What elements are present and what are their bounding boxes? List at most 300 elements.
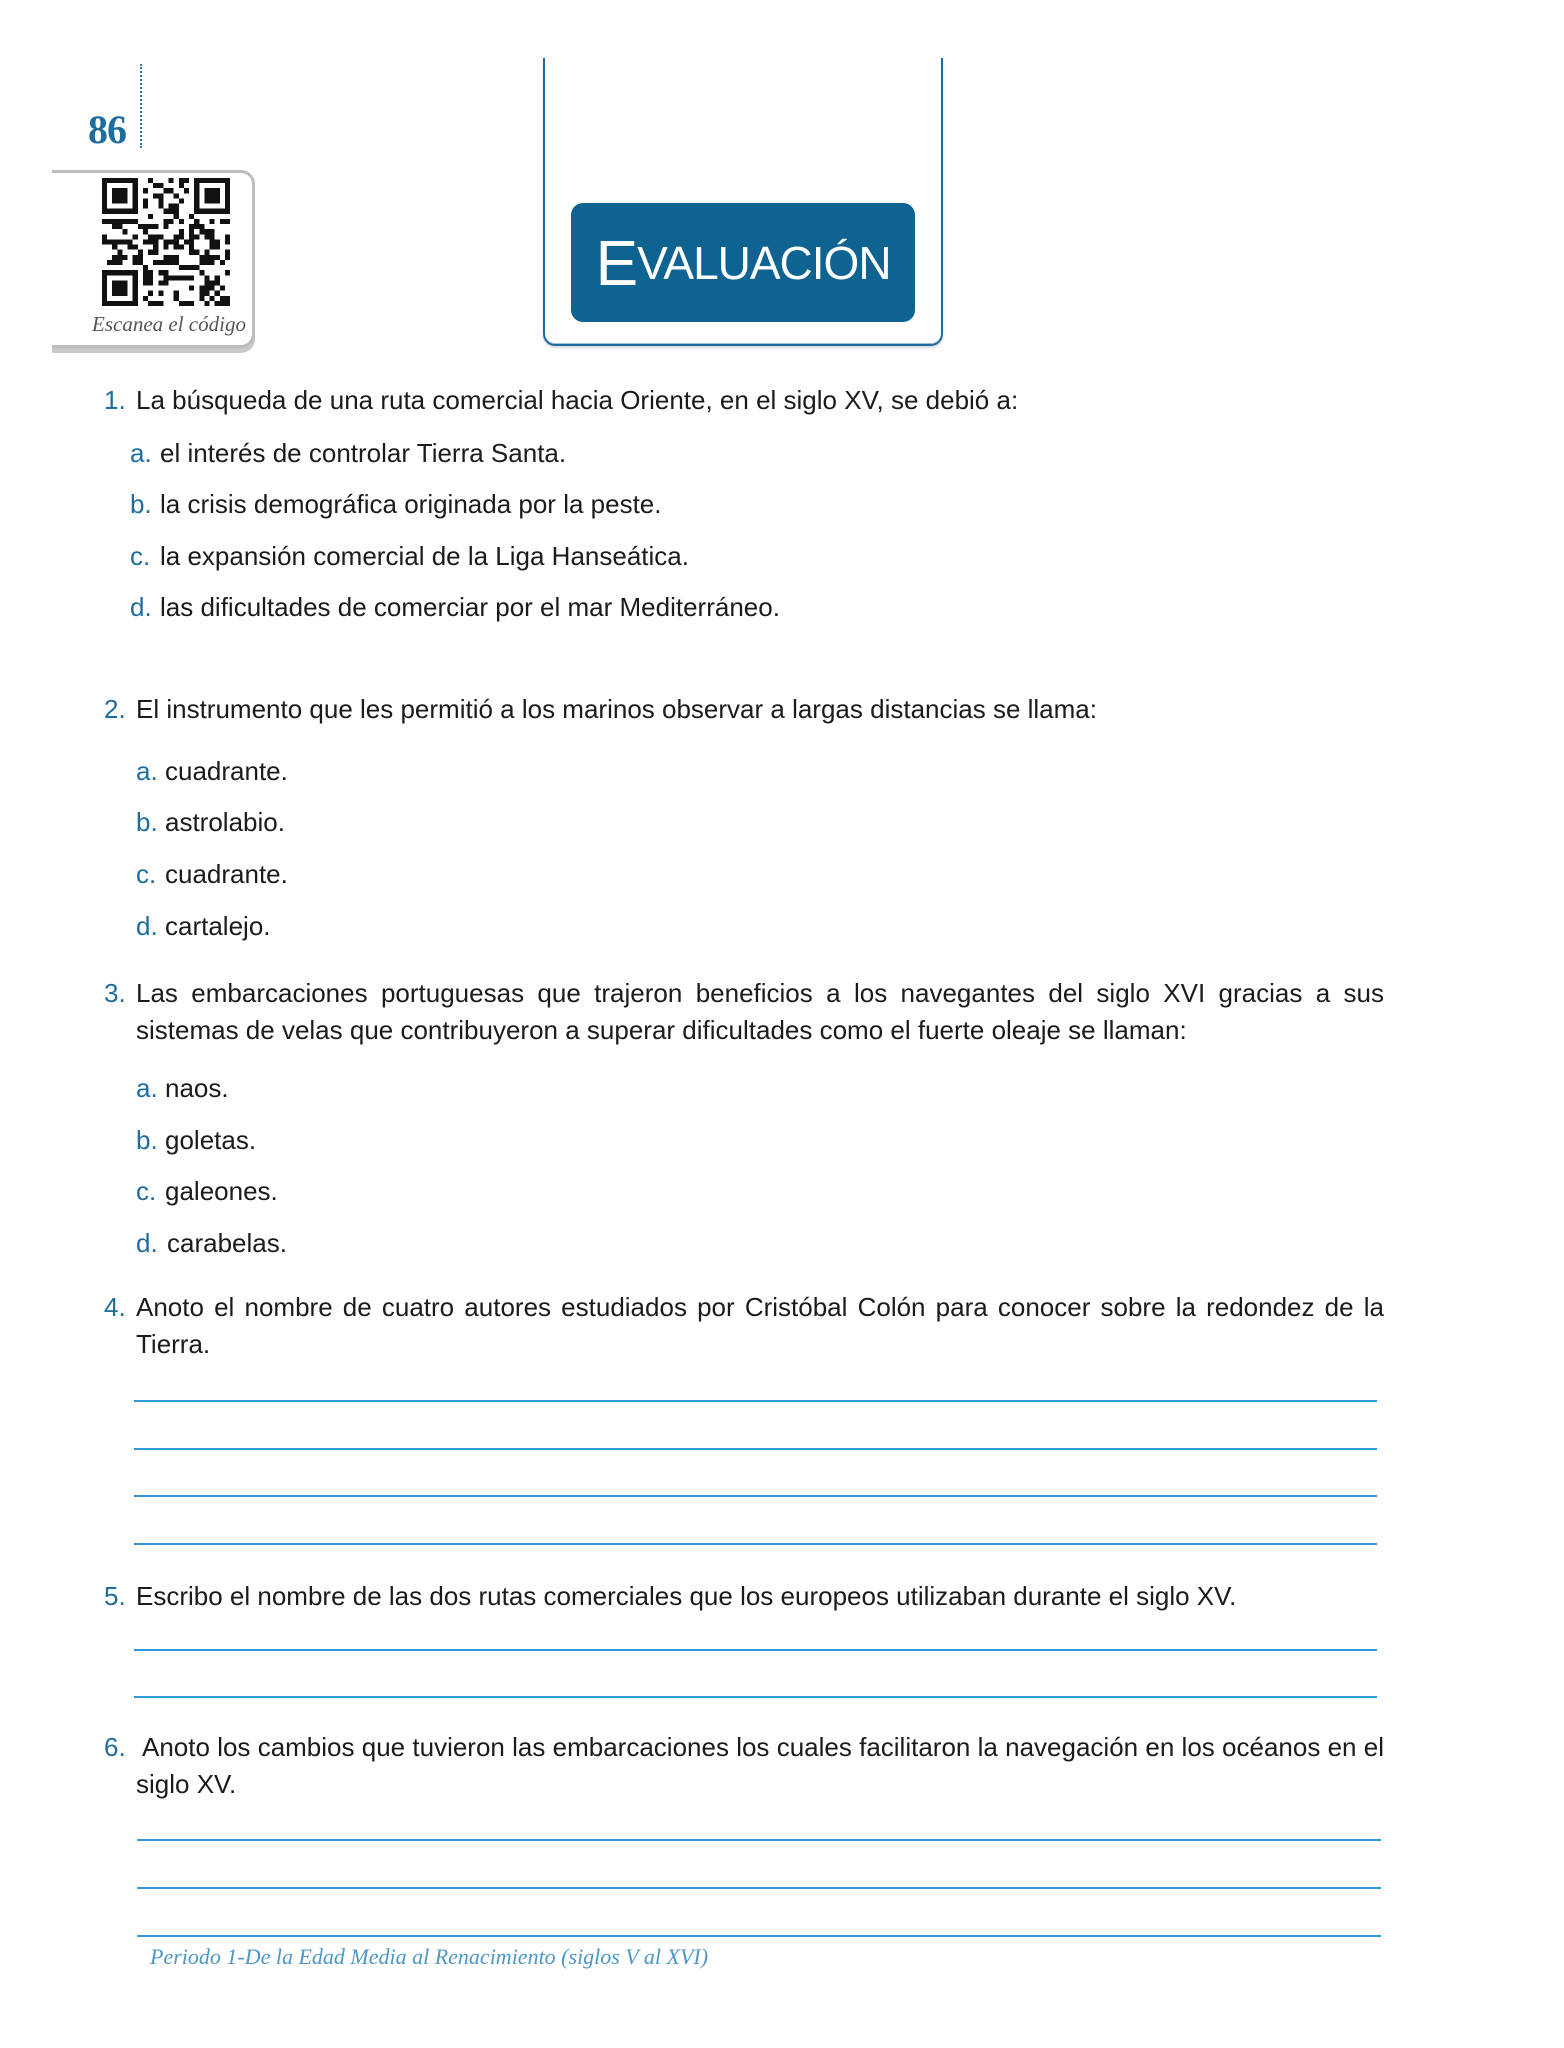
qr-module bbox=[112, 224, 117, 229]
qr-module bbox=[133, 245, 138, 250]
qr-module bbox=[204, 255, 209, 260]
qr-module bbox=[112, 188, 117, 193]
qr-module bbox=[174, 239, 179, 244]
qr-module bbox=[143, 198, 148, 203]
page-number: 86 bbox=[88, 107, 126, 152]
qr-module bbox=[189, 265, 194, 270]
qr-module bbox=[163, 219, 168, 224]
qr-module bbox=[102, 296, 107, 301]
qr-module bbox=[102, 204, 107, 209]
qr-module bbox=[122, 209, 127, 214]
question-number: 5. bbox=[104, 1581, 126, 1611]
qr-module bbox=[210, 193, 215, 198]
option-text: carabelas. bbox=[167, 1228, 287, 1258]
qr-module bbox=[143, 239, 148, 244]
qr-module bbox=[184, 178, 189, 183]
qr-module bbox=[102, 275, 107, 280]
qr-module bbox=[153, 260, 158, 265]
qr-module bbox=[179, 234, 184, 239]
qr-module bbox=[133, 255, 138, 260]
qr-module bbox=[194, 209, 199, 214]
qr-module bbox=[194, 193, 199, 198]
qr-module bbox=[210, 229, 215, 234]
qr-module bbox=[143, 204, 148, 209]
answer-line[interactable] bbox=[137, 1935, 1381, 1937]
title-first-letter: E bbox=[595, 226, 638, 299]
qr-module bbox=[143, 275, 148, 280]
qr-module bbox=[117, 219, 122, 224]
qr-module bbox=[184, 265, 189, 270]
qr-module bbox=[112, 270, 117, 275]
qr-module bbox=[102, 178, 107, 183]
answer-line[interactable] bbox=[137, 1839, 1381, 1841]
qr-module bbox=[163, 224, 168, 229]
qr-module bbox=[117, 286, 122, 291]
qr-module bbox=[215, 239, 220, 244]
qr-module bbox=[102, 193, 107, 198]
answer-line[interactable] bbox=[134, 1495, 1377, 1497]
qr-module bbox=[133, 275, 138, 280]
qr-module bbox=[158, 183, 163, 188]
qr-module bbox=[210, 255, 215, 260]
qr-module bbox=[117, 291, 122, 296]
qr-module bbox=[163, 188, 168, 193]
option-letter: c. bbox=[136, 1176, 157, 1206]
qr-module bbox=[220, 286, 225, 291]
qr-module bbox=[158, 198, 163, 203]
qr-module bbox=[138, 255, 143, 260]
qr-module bbox=[194, 265, 199, 270]
qr-module bbox=[199, 270, 204, 275]
qr-module bbox=[143, 224, 148, 229]
qr-module bbox=[215, 245, 220, 250]
qr-module bbox=[163, 275, 168, 280]
qr-module bbox=[174, 245, 179, 250]
qr-module bbox=[210, 188, 215, 193]
qr-module bbox=[220, 301, 225, 306]
qr-module bbox=[199, 296, 204, 301]
qr-module bbox=[148, 280, 153, 285]
qr-module bbox=[117, 188, 122, 193]
qr-module bbox=[179, 245, 184, 250]
qr-module bbox=[210, 198, 215, 203]
qr-module bbox=[153, 250, 158, 255]
qr-module bbox=[148, 270, 153, 275]
qr-module bbox=[153, 193, 158, 198]
qr-module bbox=[215, 275, 220, 280]
qr-module bbox=[225, 301, 230, 306]
qr-module bbox=[194, 250, 199, 255]
qr-module bbox=[225, 198, 230, 203]
qr-module bbox=[215, 255, 220, 260]
question-text: El instrumento que les permitió a los marinos observar a largas distancias se llama: bbox=[136, 694, 1097, 724]
qr-module bbox=[122, 270, 127, 275]
option-letter: c. bbox=[130, 541, 151, 571]
qr-module bbox=[225, 250, 230, 255]
qr-module bbox=[133, 286, 138, 291]
qr-module bbox=[122, 286, 127, 291]
qr-module bbox=[133, 193, 138, 198]
qr-module bbox=[225, 239, 230, 244]
qr-module bbox=[189, 286, 194, 291]
qr-module bbox=[189, 250, 194, 255]
qr-module bbox=[215, 209, 220, 214]
qr-module bbox=[225, 183, 230, 188]
qr-module bbox=[117, 239, 122, 244]
qr-module bbox=[122, 280, 127, 285]
qr-module bbox=[204, 188, 209, 193]
qr-module bbox=[204, 275, 209, 280]
option-letter: d. bbox=[136, 1228, 158, 1258]
qr-module bbox=[102, 280, 107, 285]
qr-module bbox=[122, 301, 127, 306]
qr-module bbox=[210, 280, 215, 285]
option-text: goletas. bbox=[165, 1125, 257, 1155]
answer-line[interactable] bbox=[137, 1887, 1381, 1889]
question-number: 1. bbox=[104, 385, 126, 415]
qr-module bbox=[194, 204, 199, 209]
qr-module bbox=[225, 188, 230, 193]
question-number: 4. bbox=[104, 1292, 126, 1322]
qr-module bbox=[225, 193, 230, 198]
qr-module bbox=[102, 234, 107, 239]
qr-module bbox=[179, 178, 184, 183]
qr-module bbox=[194, 234, 199, 239]
qr-module bbox=[112, 286, 117, 291]
qr-module bbox=[128, 239, 133, 244]
question-number: 3. bbox=[104, 978, 126, 1008]
qr-module bbox=[174, 296, 179, 301]
qr-module bbox=[138, 250, 143, 255]
qr-module bbox=[199, 286, 204, 291]
qr-module bbox=[133, 296, 138, 301]
qr-module bbox=[194, 188, 199, 193]
option-letter: d. bbox=[130, 592, 152, 622]
qr-module bbox=[204, 260, 209, 265]
qr-module bbox=[122, 255, 127, 260]
qr-module bbox=[158, 280, 163, 285]
qr-module bbox=[133, 219, 138, 224]
qr-module bbox=[184, 188, 189, 193]
qr-module bbox=[112, 219, 117, 224]
option-text: la expansión comercial de la Liga Hanseática. bbox=[160, 541, 689, 571]
qr-module bbox=[199, 224, 204, 229]
qr-module bbox=[169, 209, 174, 214]
qr-module bbox=[112, 193, 117, 198]
qr-module bbox=[138, 260, 143, 265]
qr-module bbox=[163, 280, 168, 285]
answer-line[interactable] bbox=[134, 1448, 1377, 1450]
question-text: Anoto el nombre de cuatro autores estudiados por Cristóbal Colón para conocer sobre la redondez de la Tierra. bbox=[136, 1292, 1384, 1359]
qr-module bbox=[163, 239, 168, 244]
qr-module bbox=[112, 198, 117, 203]
question-text: Anoto los cambios que tuvieron las embarcaciones los cuales facilitaron la navegación en los océanos en el siglo XV. bbox=[136, 1732, 1384, 1799]
qr-module bbox=[133, 301, 138, 306]
qr-module bbox=[169, 178, 174, 183]
qr-module bbox=[148, 291, 153, 296]
qr-module bbox=[169, 219, 174, 224]
qr-module bbox=[102, 219, 107, 224]
qr-module bbox=[158, 193, 163, 198]
qr-module bbox=[112, 209, 117, 214]
qr-module bbox=[204, 209, 209, 214]
qr-module bbox=[169, 260, 174, 265]
qr-module bbox=[158, 291, 163, 296]
qr-module bbox=[158, 301, 163, 306]
qr-module bbox=[204, 301, 209, 306]
qr-module bbox=[204, 280, 209, 285]
qr-module bbox=[153, 245, 158, 250]
qr-module bbox=[225, 296, 230, 301]
option-letter: d. bbox=[136, 911, 158, 941]
qr-module bbox=[225, 234, 230, 239]
qr-module bbox=[143, 280, 148, 285]
qr-module bbox=[215, 280, 220, 285]
qr-module bbox=[163, 270, 168, 275]
qr-module bbox=[179, 219, 184, 224]
qr-module bbox=[122, 193, 127, 198]
qr-module bbox=[163, 255, 168, 260]
qr-module bbox=[128, 270, 133, 275]
qr-module bbox=[158, 204, 163, 209]
qr-module bbox=[174, 204, 179, 209]
qr-module bbox=[148, 234, 153, 239]
answer-line[interactable] bbox=[134, 1400, 1377, 1402]
qr-module bbox=[122, 239, 127, 244]
qr-module bbox=[210, 219, 215, 224]
qr-module bbox=[148, 178, 153, 183]
qr-module bbox=[204, 198, 209, 203]
qr-module bbox=[174, 275, 179, 280]
qr-module bbox=[189, 275, 194, 280]
option-text: galeones. bbox=[165, 1176, 278, 1206]
qr-module bbox=[199, 260, 204, 265]
qr-module bbox=[133, 188, 138, 193]
qr-module bbox=[158, 260, 163, 265]
qr-module bbox=[117, 270, 122, 275]
qr-module bbox=[102, 198, 107, 203]
qr-module bbox=[117, 209, 122, 214]
qr-module bbox=[143, 265, 148, 270]
option-letter: b. bbox=[130, 489, 152, 519]
qr-module bbox=[220, 209, 225, 214]
qr-module bbox=[174, 214, 179, 219]
qr-module bbox=[102, 209, 107, 214]
qr-module bbox=[133, 234, 138, 239]
qr-module bbox=[107, 219, 112, 224]
qr-module bbox=[107, 270, 112, 275]
qr-module bbox=[133, 270, 138, 275]
qr-module bbox=[128, 245, 133, 250]
qr-module bbox=[174, 209, 179, 214]
qr-module bbox=[210, 234, 215, 239]
question-number: 2. bbox=[104, 694, 126, 724]
question-text: Escribo el nombre de las dos rutas comerciales que los europeos utilizaban durante el siglo XV. bbox=[136, 1581, 1237, 1611]
qr-module bbox=[215, 188, 220, 193]
qr-module bbox=[184, 275, 189, 280]
qr-module bbox=[174, 255, 179, 260]
qr-module bbox=[179, 265, 184, 270]
answer-line[interactable] bbox=[134, 1543, 1377, 1545]
qr-module bbox=[133, 198, 138, 203]
qr-module bbox=[117, 280, 122, 285]
qr-module bbox=[179, 183, 184, 188]
qr-module bbox=[112, 239, 117, 244]
qr-module bbox=[215, 301, 220, 306]
option-text: la crisis demográfica originada por la peste. bbox=[160, 489, 662, 519]
qr-module bbox=[117, 250, 122, 255]
qr-code-icon[interactable] bbox=[102, 178, 230, 306]
qr-module bbox=[133, 204, 138, 209]
qr-module bbox=[189, 239, 194, 244]
qr-module bbox=[143, 270, 148, 275]
qr-module bbox=[194, 198, 199, 203]
qr-module bbox=[122, 219, 127, 224]
qr-module bbox=[112, 301, 117, 306]
qr-module bbox=[128, 178, 133, 183]
qr-module bbox=[204, 286, 209, 291]
qr-module bbox=[204, 234, 209, 239]
qr-module bbox=[122, 188, 127, 193]
qr-module bbox=[210, 209, 215, 214]
option-letter: a. bbox=[136, 1073, 158, 1103]
qr-module bbox=[107, 260, 112, 265]
qr-module bbox=[204, 291, 209, 296]
qr-module bbox=[133, 209, 138, 214]
qr-module bbox=[220, 219, 225, 224]
qr-module bbox=[225, 178, 230, 183]
qr-module bbox=[184, 239, 189, 244]
answer-line[interactable] bbox=[134, 1649, 1377, 1651]
qr-module bbox=[148, 250, 153, 255]
qr-module bbox=[163, 245, 168, 250]
qr-module bbox=[199, 209, 204, 214]
dotted-divider bbox=[140, 64, 142, 148]
option-text: astrolabio. bbox=[165, 807, 285, 837]
qr-module bbox=[220, 260, 225, 265]
qr-module bbox=[169, 239, 174, 244]
option-text: naos. bbox=[165, 1073, 229, 1103]
qr-module bbox=[194, 178, 199, 183]
qr-module bbox=[117, 178, 122, 183]
option-text: las dificultades de comerciar por el mar Mediterráneo. bbox=[160, 592, 780, 622]
qr-module bbox=[210, 245, 215, 250]
qr-module bbox=[112, 255, 117, 260]
qr-module bbox=[128, 301, 133, 306]
qr-module bbox=[204, 193, 209, 198]
qr-module bbox=[189, 229, 194, 234]
qr-module bbox=[174, 193, 179, 198]
qr-module bbox=[133, 291, 138, 296]
qr-module bbox=[189, 224, 194, 229]
title-rest: VALUACIÓN bbox=[637, 236, 891, 289]
qr-module bbox=[210, 239, 215, 244]
qr-module bbox=[215, 178, 220, 183]
qr-module bbox=[128, 209, 133, 214]
qr-module bbox=[194, 224, 199, 229]
qr-module bbox=[117, 193, 122, 198]
qr-module bbox=[225, 204, 230, 209]
qr-module bbox=[143, 229, 148, 234]
qr-module bbox=[148, 239, 153, 244]
answer-line[interactable] bbox=[134, 1696, 1377, 1698]
qr-module bbox=[174, 291, 179, 296]
option-text: cuadrante. bbox=[165, 756, 288, 786]
qr-module bbox=[158, 270, 163, 275]
qr-module bbox=[112, 178, 117, 183]
qr-module bbox=[204, 229, 209, 234]
qr-module bbox=[158, 234, 163, 239]
qr-module bbox=[220, 296, 225, 301]
qr-module bbox=[153, 239, 158, 244]
qr-module bbox=[194, 183, 199, 188]
qr-module bbox=[225, 219, 230, 224]
qr-module bbox=[169, 275, 174, 280]
qr-module bbox=[204, 250, 209, 255]
question-text: Las embarcaciones portuguesas que trajeron beneficios a los navegantes del siglo XVI gracias a sus sistemas de velas que contribuyeron a superar dificultades como el fuerte oleaje se llaman: bbox=[136, 978, 1384, 1045]
qr-module bbox=[117, 301, 122, 306]
qr-module bbox=[153, 234, 158, 239]
qr-module bbox=[169, 255, 174, 260]
qr-module bbox=[210, 178, 215, 183]
qr-module bbox=[179, 275, 184, 280]
qr-module bbox=[143, 188, 148, 193]
qr-module bbox=[148, 224, 153, 229]
qr-module bbox=[189, 234, 194, 239]
qr-module bbox=[122, 198, 127, 203]
qr-module bbox=[148, 301, 153, 306]
qr-module bbox=[215, 198, 220, 203]
qr-module bbox=[117, 255, 122, 260]
qr-module bbox=[112, 280, 117, 285]
qr-module bbox=[199, 255, 204, 260]
qr-module bbox=[199, 291, 204, 296]
qr-module bbox=[220, 178, 225, 183]
qr-module bbox=[133, 183, 138, 188]
qr-module bbox=[107, 209, 112, 214]
qr-module bbox=[225, 270, 230, 275]
qr-module bbox=[210, 296, 215, 301]
qr-module bbox=[225, 209, 230, 214]
qr-module bbox=[215, 291, 220, 296]
qr-module bbox=[148, 275, 153, 280]
qr-module bbox=[112, 245, 117, 250]
qr-caption: Escanea el código bbox=[92, 312, 246, 336]
footer-period: Periodo 1-De la Edad Media al Renacimiento (siglos V al XVI) bbox=[150, 1944, 709, 1969]
option-letter: c. bbox=[136, 859, 157, 889]
qr-module bbox=[117, 260, 122, 265]
qr-module bbox=[174, 260, 179, 265]
qr-module bbox=[210, 260, 215, 265]
qr-module bbox=[122, 291, 127, 296]
qr-module bbox=[102, 286, 107, 291]
qr-module bbox=[184, 301, 189, 306]
question-number: 6. bbox=[104, 1732, 126, 1762]
qr-module bbox=[153, 224, 158, 229]
section-title bbox=[571, 203, 915, 322]
qr-module bbox=[112, 291, 117, 296]
qr-module bbox=[179, 198, 184, 203]
qr-module bbox=[117, 224, 122, 229]
qr-module bbox=[102, 291, 107, 296]
qr-module bbox=[138, 224, 143, 229]
qr-module bbox=[169, 188, 174, 193]
qr-module bbox=[163, 209, 168, 214]
qr-module bbox=[102, 183, 107, 188]
qr-module bbox=[102, 301, 107, 306]
qr-module bbox=[133, 280, 138, 285]
qr-module bbox=[153, 301, 158, 306]
